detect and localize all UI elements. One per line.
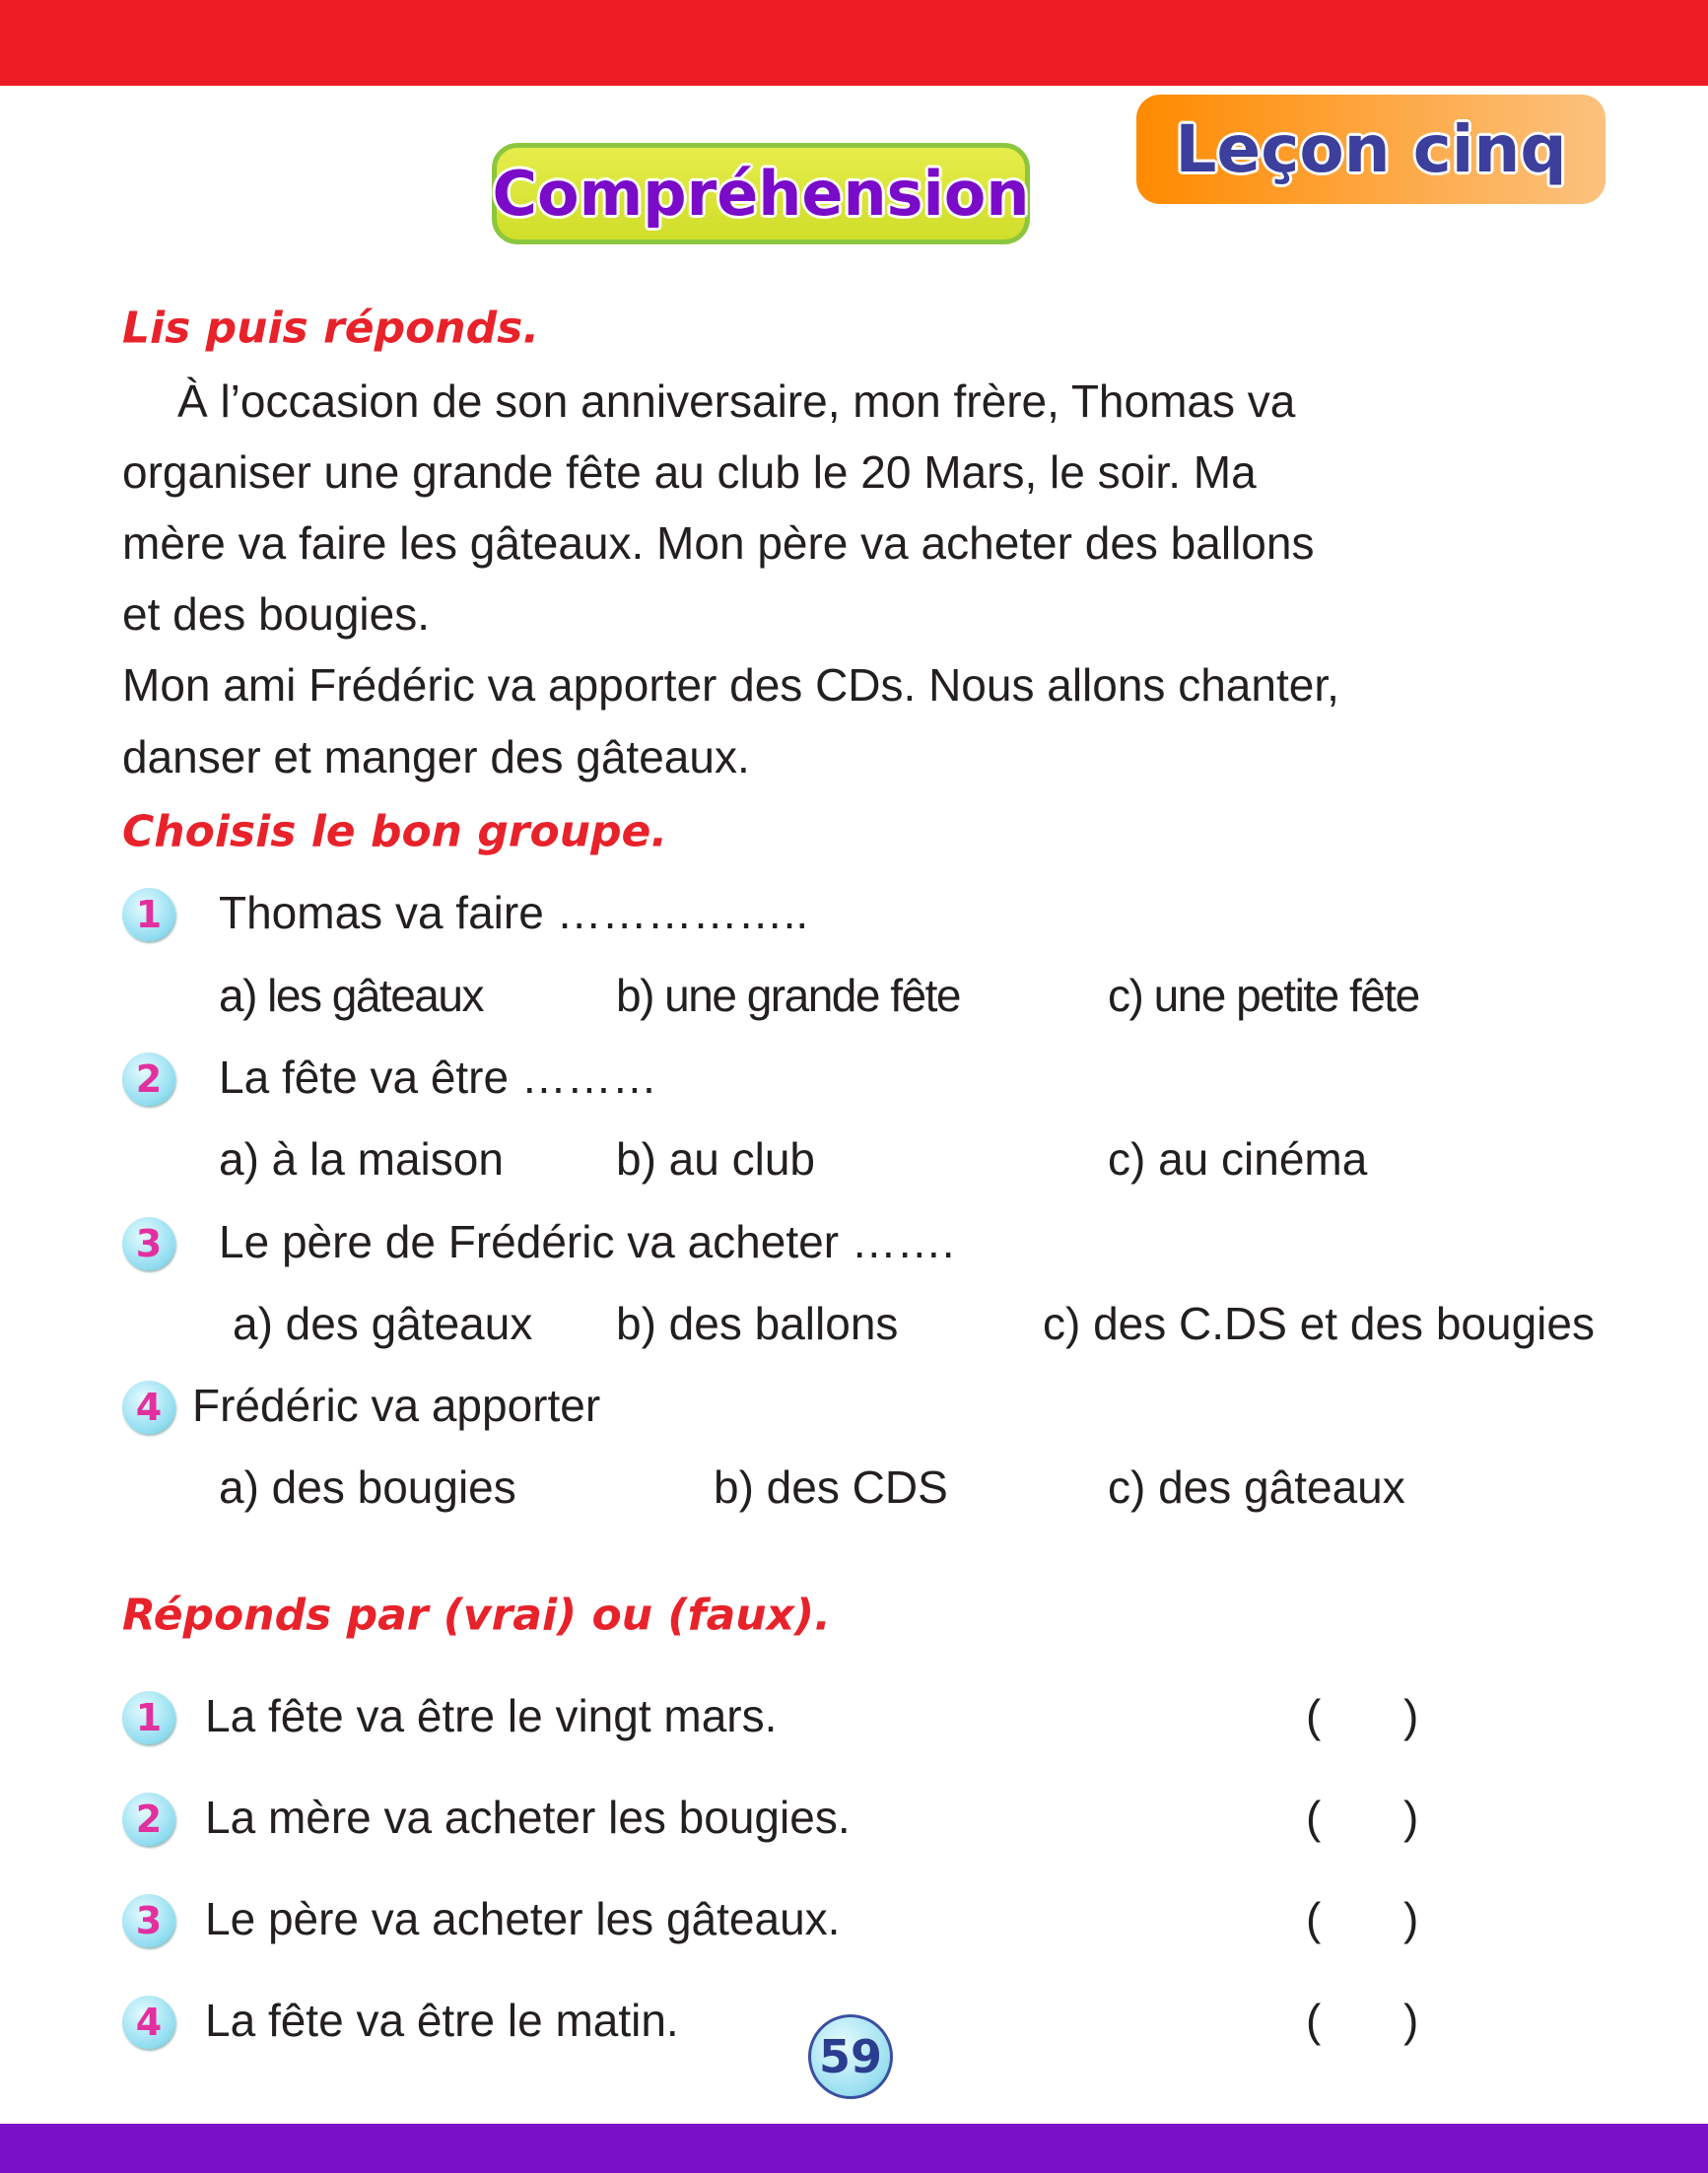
answer-blank-close[interactable]: ) <box>1403 1690 1419 1741</box>
answer-blank-close[interactable]: ) <box>1403 1792 1419 1843</box>
section-badge <box>492 143 1030 244</box>
answer-blank-close[interactable]: ) <box>1403 1893 1419 1944</box>
reading-line: Mon ami Frédéric va apporter des CDs. Nous allons chanter, <box>122 659 1339 711</box>
statement-text: Le père va acheter les gâteaux. <box>205 1893 841 1944</box>
option-c[interactable]: c) des C.DS et des bougies <box>1043 1298 1595 1349</box>
answer-blank-open[interactable]: ( <box>1306 1995 1322 2046</box>
reading-line: À l’occasion de son anniversaire, mon frère, Thomas va <box>177 375 1296 427</box>
number-badge-2: 2 <box>122 1053 175 1106</box>
reading-line: et des bougies. <box>122 588 431 640</box>
option-c[interactable]: c) au cinéma <box>1108 1133 1368 1185</box>
answer-blank-open[interactable]: ( <box>1306 1893 1322 1944</box>
option-b[interactable]: b) des CDS <box>714 1461 948 1513</box>
number-badge-4: 4 <box>122 1996 175 2049</box>
reading-instruction: Lis puis réponds. <box>122 303 540 354</box>
question-text: Le père de Frédéric va acheter ……. <box>219 1216 955 1267</box>
reading-line: danser et manger des gâteaux. <box>122 731 750 782</box>
option-c[interactable]: c) une petite fête <box>1108 970 1419 1021</box>
statement-text: La fête va être le vingt mars. <box>205 1690 778 1741</box>
number-badge-2: 2 <box>122 1793 175 1846</box>
option-b[interactable]: b) une grande fête <box>616 970 960 1021</box>
reading-line: mère va faire les gâteaux. Mon père va acheter des ballons <box>122 517 1315 569</box>
number-badge-4: 4 <box>122 1381 175 1434</box>
page-number: 59 <box>808 2014 893 2099</box>
option-a[interactable]: a) les gâteaux <box>219 970 483 1021</box>
reading-line: organiser une grande fête au club le 20 Mars, le soir. Ma <box>122 446 1257 498</box>
answer-blank-open[interactable]: ( <box>1306 1792 1322 1843</box>
section-badge-label: Compréhension <box>492 158 1030 230</box>
number-badge-1: 1 <box>122 1691 175 1744</box>
mcq-instruction: Choisis le bon groupe. <box>122 806 668 857</box>
number-badge-3: 3 <box>122 1217 175 1270</box>
question-text: La fête va être ……… <box>219 1052 657 1103</box>
truefalse-instruction: Réponds par (vrai) ou (faux). <box>122 1590 831 1641</box>
answer-blank-close[interactable]: ) <box>1403 1995 1419 2046</box>
option-a[interactable]: a) à la maison <box>219 1133 504 1185</box>
number-badge-1: 1 <box>122 888 175 941</box>
option-b[interactable]: b) des ballons <box>616 1298 899 1349</box>
top-red-band <box>0 0 1708 86</box>
number-badge-3: 3 <box>122 1894 175 1947</box>
option-a[interactable]: a) des bougies <box>219 1461 516 1513</box>
question-text: Frédéric va apporter <box>192 1380 601 1431</box>
statement-text: La mère va acheter les bougies. <box>205 1792 851 1843</box>
option-a[interactable]: a) des gâteaux <box>233 1298 533 1349</box>
question-text: Thomas va faire …………….. <box>219 887 809 938</box>
lesson-badge <box>1136 95 1606 204</box>
statement-text: La fête va être le matin. <box>205 1995 679 2046</box>
lesson-badge-label: Leçon cinq <box>1175 111 1567 187</box>
option-c[interactable]: c) des gâteaux <box>1108 1461 1405 1513</box>
answer-blank-open[interactable]: ( <box>1306 1690 1322 1741</box>
option-b[interactable]: b) au club <box>616 1133 816 1185</box>
bottom-purple-band <box>0 2124 1708 2173</box>
